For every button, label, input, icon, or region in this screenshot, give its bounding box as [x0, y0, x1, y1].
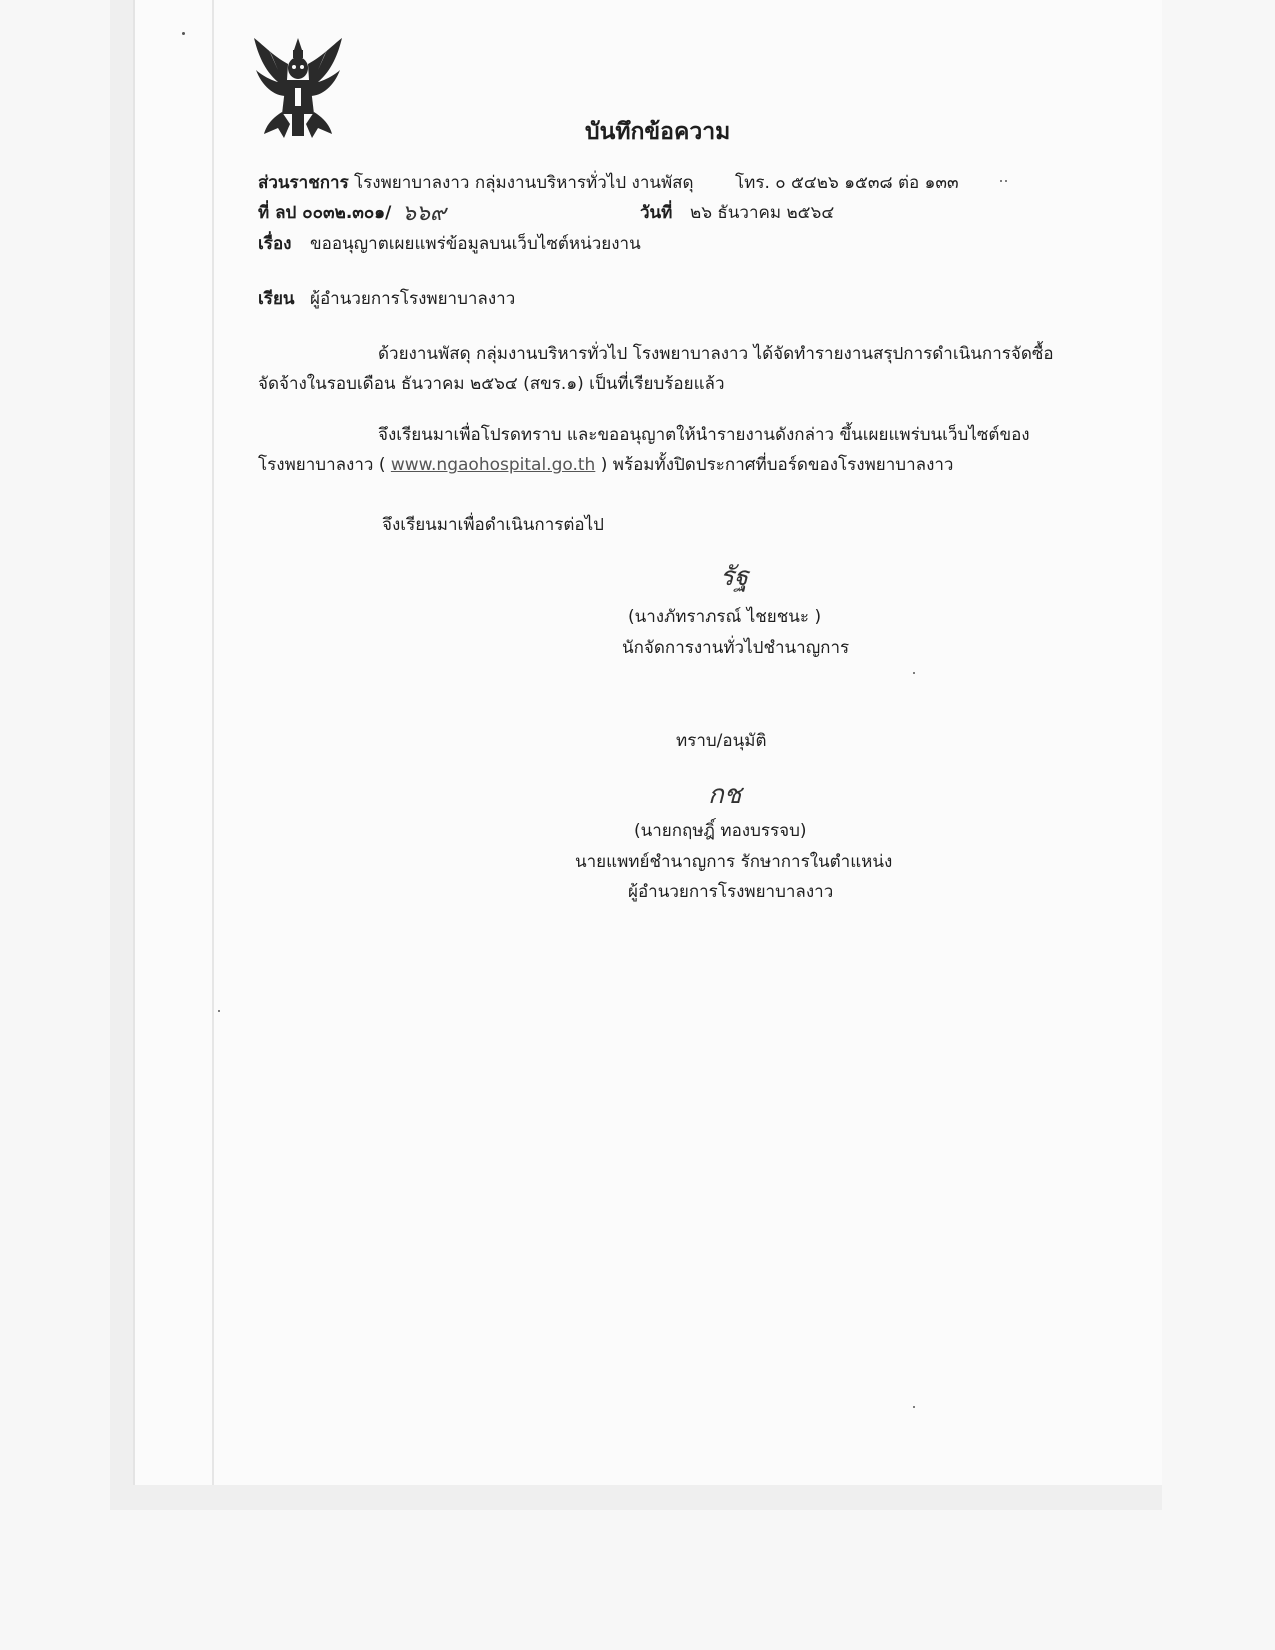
to-label: เรียน: [258, 289, 295, 309]
closing-line: จึงเรียนมาเพื่อดำเนินการต่อไป: [382, 515, 604, 535]
speck: [218, 1010, 220, 1012]
date-label: วันที่: [640, 203, 673, 223]
phone-number: โทร. ๐ ๕๔๒๖ ๑๕๓๘ ต่อ ๑๓๓: [735, 173, 959, 193]
paragraph-2-pre: โรงพยาบาลงาว (: [258, 455, 391, 475]
approver-name: (นายกฤษฎิ์ ทองบรรจบ): [634, 821, 807, 841]
speck: [913, 1406, 915, 1408]
approver-position-line-1: นายแพทย์ชำนาญการ รักษาการในตำแหน่ง: [575, 852, 893, 872]
to-value: ผู้อำนวยการโรงพยาบาลงาว: [310, 289, 516, 309]
signer-1-position: นักจัดการงานทั่วไปชำนาญการ: [622, 638, 850, 658]
speck: [913, 672, 915, 674]
subject-value: ขออนุญาตเผยแพร่ข้อมูลบนเว็บไซต์หน่วยงาน: [310, 234, 641, 254]
website-link[interactable]: www.ngaohospital.go.th: [390, 455, 596, 475]
speck: [1000, 180, 1002, 182]
date-value: ๒๖ ธันวาคม ๒๕๖๔: [690, 203, 835, 223]
signature-2: กช: [708, 780, 742, 810]
page-fold-line: [212, 0, 214, 1485]
paragraph-2-line-1: จึงเรียนมาเพื่อโปรดทราบ และขออนุญาตให้นำรายงานดังกล่าว ขึ้นเผยแพร่บนเว็บไซต์ของ: [378, 425, 1030, 445]
dept-label: ส่วนราชการ: [258, 173, 349, 193]
speck: [182, 32, 185, 35]
paragraph-2-post: ) พร้อมทั้งปิดประกาศที่บอร์ดของโรงพยาบาลงาว: [595, 455, 954, 475]
dept-value: โรงพยาบาลงาว กลุ่มงานบริหารทั่วไป งานพัสดุ: [354, 173, 694, 193]
paragraph-1-line-2: จัดจ้างในรอบเดือน ธันวาคม ๒๕๖๔ (สขร.๑) เป็นที่เรียบร้อยแล้ว: [258, 374, 725, 394]
paragraph-1-line-1: ด้วยงานพัสดุ กลุ่มงานบริหารทั่วไป โรงพยาบาลงาว ได้จัดทำรายงานสรุปการดำเนินการจัดซื้อ: [378, 344, 1054, 364]
garuda-emblem-icon: [248, 34, 348, 144]
subject-label: เรื่อง: [258, 234, 292, 254]
signer-1-name: (นางภัทราภรณ์ ไชยชนะ ): [628, 607, 822, 627]
speck: [1005, 180, 1007, 182]
approver-position-line-2: ผู้อำนวยการโรงพยาบาลงาว: [628, 882, 834, 902]
approval-label: ทราบ/อนุมัติ: [676, 731, 767, 751]
memo-title: บันทึกข้อความ: [585, 119, 731, 145]
signature-1: รัฐ: [720, 562, 749, 592]
ref-number-handwritten: ๖๖๙: [402, 201, 447, 226]
paragraph-2-line-2: [258, 454, 953, 476]
ref-label: ที่ ลป ๐๐๓๒.๓๐๑/: [258, 203, 392, 223]
